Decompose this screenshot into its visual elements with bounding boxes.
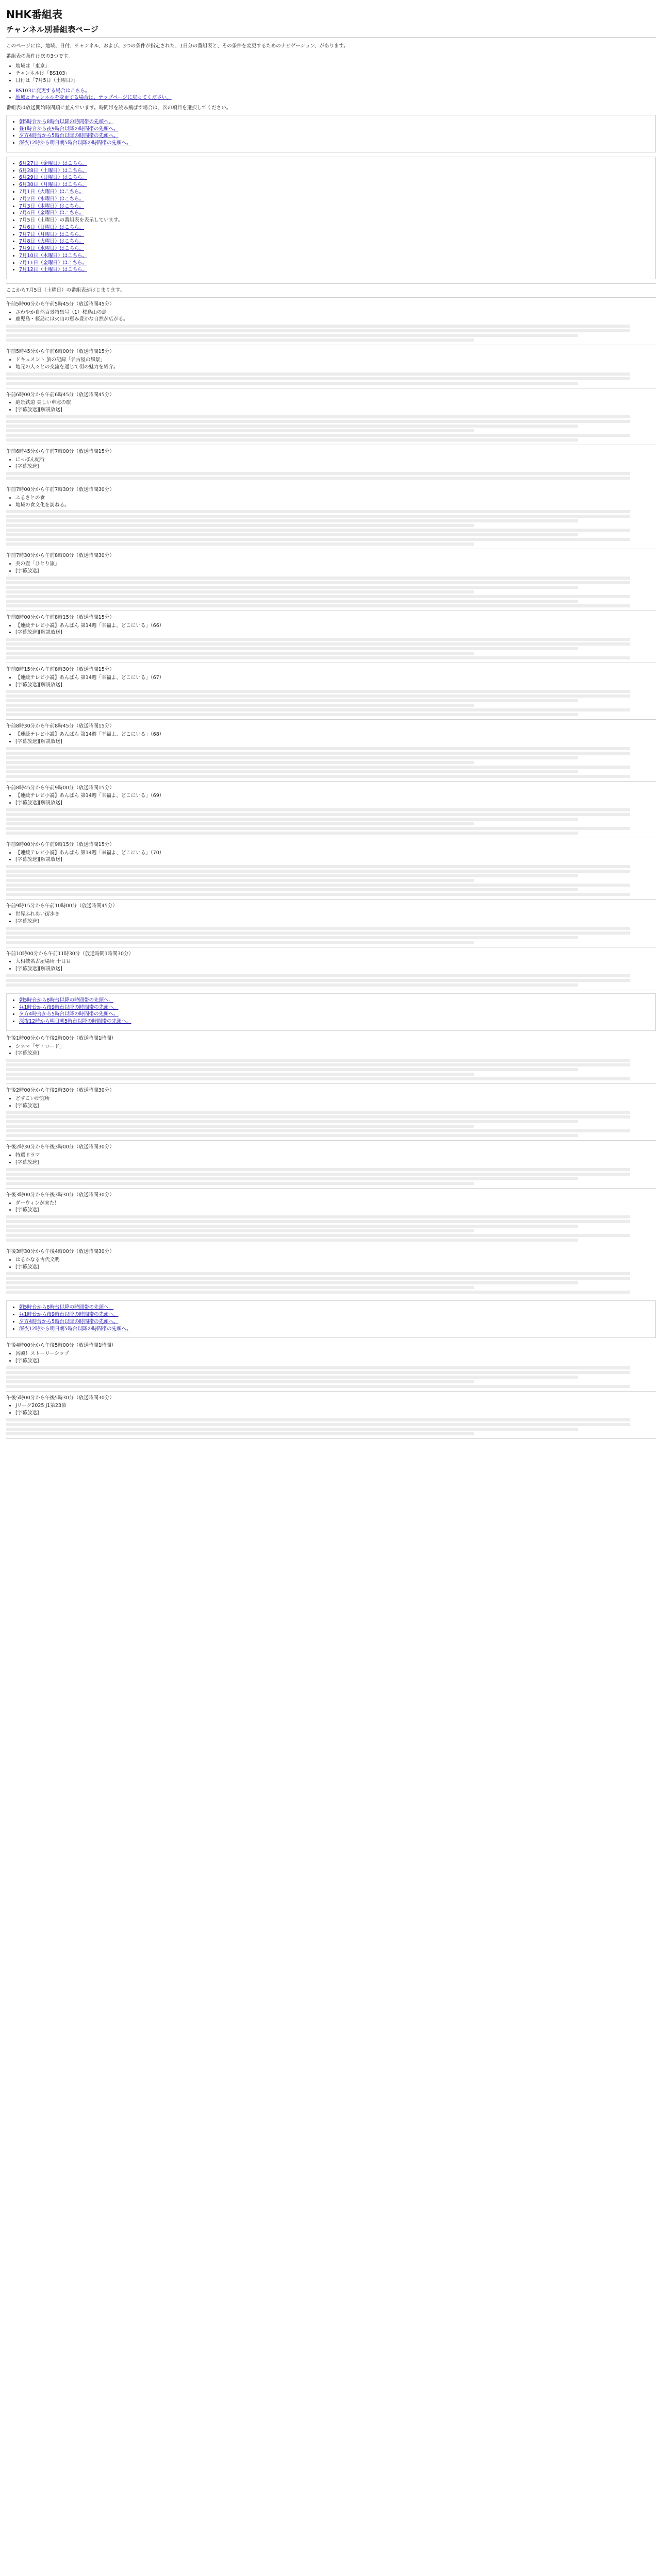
text-line xyxy=(6,761,474,764)
text-line xyxy=(6,638,630,641)
conditions-label: 番組表の条件は次の3つです。 xyxy=(6,53,73,59)
text-line xyxy=(6,647,578,650)
program-entry xyxy=(6,666,656,720)
text-line xyxy=(6,888,578,891)
text-line xyxy=(6,832,578,835)
text-line xyxy=(6,1059,630,1062)
text-line xyxy=(6,519,578,522)
date-link[interactable]: 7月9日（水曜日）はこちら。 xyxy=(19,246,85,252)
text-line xyxy=(6,1229,474,1232)
time-jump-link[interactable]: 朝5時台から8時台以降の時間帯の先頭へ。 xyxy=(19,1304,114,1311)
text-line xyxy=(6,334,578,337)
program-description: • [字幕放送] xyxy=(15,1159,656,1166)
program-list xyxy=(6,1342,656,1439)
text-line xyxy=(6,529,630,532)
current-date: 7月5日（土曜日）の番組表を表示しています。 xyxy=(19,217,123,224)
program-description: • [字幕放送] xyxy=(15,1103,656,1110)
program-time: 午後2時30分から午後3時00分（放送時間30分） xyxy=(6,1144,114,1150)
program-text-lines xyxy=(6,1168,656,1185)
text-line xyxy=(6,642,630,646)
text-line xyxy=(6,543,474,546)
program-text-lines xyxy=(6,472,656,480)
date-link[interactable]: 7月2日（水曜日）はこちら。 xyxy=(19,196,85,202)
program-text-lines xyxy=(6,927,656,944)
program-entry xyxy=(6,448,656,483)
text-line xyxy=(6,1182,474,1185)
text-line xyxy=(6,600,578,603)
text-line xyxy=(6,699,578,702)
time-jump-link[interactable]: 深夜12時から明日朝5時台以降の時間帯の先頭へ。 xyxy=(19,1326,131,1332)
program-time: 午前8時00分から午前8時15分（放送時間15分） xyxy=(6,614,114,620)
program-text-lines xyxy=(6,1111,656,1137)
date-link[interactable]: 7月4日（金曜日）はこちら。 xyxy=(19,210,85,216)
time-jump-link[interactable]: 深夜12時から明日朝5時台以降の時間帯の先頭へ。 xyxy=(19,140,131,146)
text-line xyxy=(6,766,630,769)
time-jump-link[interactable]: 夕方4時台から5時台以降の時間帯の先頭へ。 xyxy=(19,1011,119,1018)
date-link[interactable]: 7月8日（火曜日）はこちら。 xyxy=(19,239,85,245)
program-description: • [字幕放送][解説放送] xyxy=(15,856,656,863)
text-line xyxy=(6,415,630,418)
program-title: • さわやか自然百景特集号（1）桜島山の島 xyxy=(15,309,656,316)
text-line xyxy=(6,1068,578,1071)
program-details xyxy=(15,731,656,745)
text-line xyxy=(6,590,474,594)
text-line xyxy=(6,747,630,750)
text-line xyxy=(6,1129,630,1132)
program-time: 午後3時30分から午後4時00分（放送時間30分） xyxy=(6,1249,114,1255)
program-time: 午後5時00分から午後5時30分（放送時間30分） xyxy=(6,1395,114,1401)
program-details xyxy=(15,561,656,575)
text-line xyxy=(6,1111,630,1114)
text-line xyxy=(6,1215,630,1218)
program-time: 午前5時45分から午前6時00分（放送時間15分） xyxy=(6,349,114,355)
text-line xyxy=(6,1272,630,1275)
program-time: 午後4時00分から午後5時00分（放送時間1時間） xyxy=(6,1343,117,1349)
text-line xyxy=(6,1063,630,1066)
time-jump-link[interactable]: 朝5時台から8時台以降の時間帯の先頭へ。 xyxy=(19,997,114,1003)
program-description: • [字幕放送][解説放送] xyxy=(15,682,656,689)
program-title: • 特選ドラマ xyxy=(15,1152,656,1159)
text-line xyxy=(6,708,630,711)
time-jump-link[interactable]: 昼1時台から夜9時台以降の時間帯の先頭へ。 xyxy=(19,1004,119,1010)
text-line xyxy=(6,586,578,589)
text-line xyxy=(6,694,630,698)
program-description: • [字幕放送] xyxy=(15,1264,656,1271)
program-time: 午前6時45分から午前7時00分（放送時間15分） xyxy=(6,448,114,454)
text-line xyxy=(6,931,630,935)
divider xyxy=(6,1140,656,1141)
date-link[interactable]: 7月10日（木曜日）はこちら。 xyxy=(19,252,88,259)
text-line xyxy=(6,936,578,939)
text-line xyxy=(6,434,630,437)
date-link[interactable]: 7月3日（木曜日）はこちら。 xyxy=(19,203,85,209)
program-title: • ダーウィンが来た！ xyxy=(15,1200,656,1207)
program-text-lines xyxy=(6,1059,656,1080)
text-line xyxy=(6,1134,578,1137)
date-link[interactable]: 6月30日（月曜日）はこちら。 xyxy=(19,182,88,188)
program-text-lines xyxy=(6,325,656,342)
text-line xyxy=(6,325,630,328)
program-time: 午前6時00分から午前6時45分（放送時間45分） xyxy=(6,392,114,398)
text-line xyxy=(6,1173,630,1176)
program-text-lines xyxy=(6,747,656,778)
text-line xyxy=(6,770,578,773)
text-line xyxy=(6,870,630,873)
program-text-lines xyxy=(6,638,656,659)
date-link[interactable]: 7月11日（金曜日）はこちら。 xyxy=(19,260,88,266)
text-line xyxy=(6,1380,474,1383)
text-line xyxy=(6,690,630,693)
text-line xyxy=(6,1073,474,1076)
program-text-lines xyxy=(6,1215,656,1242)
intro-links xyxy=(15,88,656,102)
time-nav-box xyxy=(6,1300,656,1338)
date-link[interactable]: 6月29日（日曜日）はこちら。 xyxy=(19,175,88,181)
program-details xyxy=(15,792,656,807)
time-jump-link[interactable]: 夕方4時台から5時台以降の時間帯の先頭へ。 xyxy=(19,1318,119,1325)
text-line xyxy=(6,1077,630,1080)
program-entry xyxy=(6,348,656,388)
program-details xyxy=(15,622,656,637)
text-line xyxy=(6,1281,578,1284)
program-title: • 【連続テレビ小説】あんぱん 第14週「幸福よ、どこにいる」（67） xyxy=(15,674,656,682)
text-line xyxy=(6,510,630,513)
time-jump-link[interactable]: 昼1時台から夜9時台以降の時間帯の先頭へ。 xyxy=(19,1312,119,1318)
program-title: • 【連続テレビ小説】あんぱん 第14週「幸福よ、どこにいる」（66） xyxy=(15,622,656,630)
text-line xyxy=(6,1291,630,1294)
program-entry xyxy=(6,301,656,345)
text-line xyxy=(6,1376,578,1379)
program-text-lines xyxy=(6,415,656,442)
time-nav-box xyxy=(6,993,656,1031)
text-line xyxy=(6,382,578,385)
text-line xyxy=(6,1432,474,1435)
program-entry xyxy=(6,1144,656,1188)
text-line xyxy=(6,984,578,987)
program-description: • [字幕放送][解説放送] xyxy=(15,738,656,745)
program-text-lines xyxy=(6,1272,656,1294)
program-entry xyxy=(6,1395,656,1439)
program-title: • 【連続テレビ小説】あんぱん 第14週「幸福よ、どこにいる」（69） xyxy=(15,792,656,800)
program-title: • 【連続テレビ小説】あんぱん 第14週「幸福よ、どこにいる」（70） xyxy=(15,850,656,857)
text-line xyxy=(6,338,474,342)
program-title: • ドキュメント 旅の記録「名古屋の風景」 xyxy=(15,357,656,364)
text-line xyxy=(6,1234,630,1237)
program-entry xyxy=(6,1035,656,1084)
program-time: 午後1時00分から午後2時00分（放送時間1時間） xyxy=(6,1035,117,1041)
program-text-lines xyxy=(6,372,656,385)
program-title: • 世界ふれあい街歩き xyxy=(15,911,656,918)
program-description: • [字幕放送] xyxy=(15,1050,656,1057)
program-text-lines xyxy=(6,1418,656,1435)
text-line xyxy=(6,595,630,598)
text-line xyxy=(6,1125,474,1128)
page-subtitle: チャンネル別番組表ページ xyxy=(6,24,656,38)
text-line xyxy=(6,472,630,475)
text-line xyxy=(6,893,630,896)
program-entry xyxy=(6,903,656,947)
program-title: • はるかなる古代文明 xyxy=(15,1257,656,1264)
date-link[interactable]: 6月28日（土曜日）はこちら。 xyxy=(19,167,88,174)
program-description: • 地域の食文化を訪ねる。 xyxy=(15,502,656,509)
program-details xyxy=(15,309,656,324)
program-time: 午前8時15分から午前8時30分（放送時間15分） xyxy=(6,667,114,673)
conditions-list xyxy=(15,63,656,84)
program-title: • 美の壺「ひとり旅」 xyxy=(15,561,656,568)
text-line xyxy=(6,1423,630,1426)
program-title: • 絶景鉄道 美しい車窓の旅 xyxy=(15,399,656,406)
program-time: 午後3時00分から午後3時30分（放送時間30分） xyxy=(6,1192,114,1198)
program-entry xyxy=(6,486,656,549)
program-time: 午前9時15分から午前10時00分（放送時間45分） xyxy=(6,903,118,909)
text-line xyxy=(6,713,578,716)
text-line xyxy=(6,329,630,332)
text-line xyxy=(6,822,474,825)
program-description: • [字幕放送][解説放送] xyxy=(15,965,656,973)
text-line xyxy=(6,377,630,380)
program-details xyxy=(15,1095,656,1110)
text-line xyxy=(6,1168,630,1171)
program-title: • 宮殿！ストーリーシップ xyxy=(15,1350,656,1358)
program-title: • どすこい研究所 xyxy=(15,1095,656,1103)
date-link[interactable]: 7月12日（土曜日）はこちら。 xyxy=(19,267,88,273)
text-line xyxy=(6,874,578,877)
program-details xyxy=(15,1200,656,1214)
text-line xyxy=(6,372,630,376)
program-description: • 地元の人々との交流を通じて街の魅力を紹介。 xyxy=(15,364,656,371)
program-entry xyxy=(6,1192,656,1245)
program-entry xyxy=(6,552,656,611)
text-line xyxy=(6,538,630,541)
program-entry xyxy=(6,392,656,445)
program-description: • [字幕放送][解説放送] xyxy=(15,629,656,636)
text-line xyxy=(6,879,474,882)
program-entry xyxy=(6,841,656,900)
program-description: • [字幕放送] xyxy=(15,918,656,925)
program-details xyxy=(15,1257,656,1271)
program-description: • [字幕放送][解説放送] xyxy=(15,406,656,414)
program-description: • [字幕放送] xyxy=(15,1358,656,1365)
program-text-lines xyxy=(6,577,656,607)
text-line xyxy=(6,1225,578,1228)
program-description: • [字幕放送][解説放送] xyxy=(15,800,656,807)
program-details xyxy=(15,399,656,414)
program-title: • にっぽん紀行 xyxy=(15,456,656,464)
program-entry xyxy=(6,1248,656,1297)
divider xyxy=(6,283,656,284)
change-channel-link[interactable]: BS103に変更する場合はこちら。 xyxy=(15,88,90,94)
time-nav-list xyxy=(19,1304,652,1332)
text-line xyxy=(6,865,630,868)
divider xyxy=(6,1438,656,1439)
text-line xyxy=(6,524,474,527)
program-time: 午前8時45分から午前9時00分（放送時間15分） xyxy=(6,785,114,791)
program-time: 午前8時30分から午前8時45分（放送時間15分） xyxy=(6,723,114,730)
program-details xyxy=(15,456,656,471)
text-line xyxy=(6,425,578,428)
condition-item: • チャンネルは「BS103」 xyxy=(15,70,656,77)
time-nav-list xyxy=(19,997,652,1025)
time-jump-link[interactable]: 昼1時台から夜9時台以降の時間帯の先頭へ。 xyxy=(19,126,119,132)
text-line xyxy=(6,756,578,759)
text-line xyxy=(6,533,578,536)
time-jump-link[interactable]: 夕方4時台から5時台以降の時間帯の先頭へ。 xyxy=(19,133,119,139)
divider xyxy=(6,719,656,720)
program-text-lines xyxy=(6,690,656,716)
program-description: • [字幕放送] xyxy=(15,1410,656,1417)
text-line xyxy=(6,515,630,518)
program-details xyxy=(15,911,656,925)
program-title: • 【連続テレビ小説】あんぱん 第14週「幸福よ、どこにいる」（68） xyxy=(15,731,656,738)
text-line xyxy=(6,927,630,930)
program-text-lines xyxy=(6,865,656,896)
text-line xyxy=(6,818,578,821)
date-link[interactable]: 7月7日（月曜日）はこちら。 xyxy=(19,231,85,238)
program-time: 午前5時00分から午前5時45分（放送時間45分） xyxy=(6,301,114,307)
text-line xyxy=(6,1418,630,1421)
text-line xyxy=(6,1385,630,1388)
text-line xyxy=(6,1220,630,1223)
text-line xyxy=(6,752,630,755)
program-details xyxy=(15,674,656,689)
program-entry xyxy=(6,951,656,990)
program-time: 午前7時00分から午前7時30分（放送時間30分） xyxy=(6,487,114,493)
text-line xyxy=(6,813,630,816)
program-time: 午前9時00分から午前9時15分（放送時間15分） xyxy=(6,841,114,848)
text-line xyxy=(6,652,474,655)
program-details xyxy=(15,495,656,509)
program-text-lines xyxy=(6,808,656,835)
divider xyxy=(6,1188,656,1189)
page-title: NHK番組表 xyxy=(6,8,62,21)
program-details xyxy=(15,1402,656,1417)
divider xyxy=(6,297,656,298)
text-line xyxy=(6,941,474,944)
text-line xyxy=(6,775,630,778)
program-description: • [字幕放送] xyxy=(15,568,656,575)
text-line xyxy=(6,884,630,887)
time-jump-link[interactable]: 朝5時台から8時台以降の時間帯の先頭へ。 xyxy=(19,118,114,125)
condition-item: • 日付は「7月5日（土曜日）」 xyxy=(15,77,656,84)
text-line xyxy=(6,979,630,982)
program-title: • シネマ「ザ・ロード」 xyxy=(15,1043,656,1050)
text-line xyxy=(6,1115,630,1118)
text-line xyxy=(6,827,630,830)
time-nav-box xyxy=(6,115,656,152)
program-details xyxy=(15,1152,656,1166)
program-title: • Jリーグ2025 J1第23節 xyxy=(15,1402,656,1410)
text-line xyxy=(6,420,630,423)
program-entry xyxy=(6,1342,656,1391)
program-details xyxy=(15,1350,656,1365)
program-list xyxy=(6,301,656,990)
text-line xyxy=(6,429,474,432)
text-line xyxy=(6,1428,578,1431)
program-time: 午前10時00分から午前11時30分（放送時間1時間30分） xyxy=(6,951,134,957)
program-text-lines xyxy=(6,974,656,987)
date-nav-list xyxy=(19,160,652,274)
text-line xyxy=(6,577,630,580)
date-link[interactable]: 7月6日（日曜日）はこちら。 xyxy=(19,224,85,230)
program-list xyxy=(6,1035,656,1297)
program-entry xyxy=(6,1087,656,1141)
program-details xyxy=(15,1043,656,1058)
divider xyxy=(6,899,656,900)
schedule-intro: ここから7月5日（土曜日）の番組表がはじまります。 xyxy=(6,287,125,294)
text-line xyxy=(6,704,474,707)
text-line xyxy=(6,477,630,480)
divider xyxy=(6,781,656,782)
text-line xyxy=(6,974,630,977)
text-line xyxy=(6,1286,474,1289)
back-to-top-link[interactable]: 地域とチャンネルを変更する場合は、ナップページに戻ってください。 xyxy=(15,95,172,101)
text-line xyxy=(6,656,630,659)
text-line xyxy=(6,1239,578,1242)
date-link[interactable]: 6月27日（金曜日）はこちら。 xyxy=(19,160,88,166)
text-line xyxy=(6,581,630,584)
program-time: 午前7時30分から午前8時00分（放送時間30分） xyxy=(6,553,114,559)
text-line xyxy=(6,808,630,811)
program-description: • [字幕放送] xyxy=(15,1207,656,1214)
condition-item: • 地域は「東京」 xyxy=(15,63,656,70)
program-entry xyxy=(6,723,656,781)
program-entry xyxy=(6,785,656,838)
program-details xyxy=(15,850,656,864)
program-details xyxy=(15,958,656,973)
text-line xyxy=(6,604,630,607)
program-time: 午後2時00分から午後2時30分（放送時間30分） xyxy=(6,1088,114,1094)
date-link[interactable]: 7月1日（火曜日）はこちら。 xyxy=(19,189,85,195)
program-text-lines xyxy=(6,510,656,546)
intro-text: このページには、地域、日付、チャンネル、および、3つの条件が指定された、1日分の番組表と、その条件を変更するためのナビゲーション、があります。 xyxy=(6,43,349,49)
time-jump-link[interactable]: 深夜12時から明日朝5時台以降の時間帯の先頭へ。 xyxy=(19,1019,131,1025)
program-details xyxy=(15,357,656,371)
text-line xyxy=(6,1120,578,1123)
divider xyxy=(6,1391,656,1392)
program-title: • ふるさとの食 xyxy=(15,495,656,502)
program-text-lines xyxy=(6,1366,656,1388)
program-description: • [字幕放送] xyxy=(15,463,656,470)
program-description: • 鹿児島・桜島には火山の恵み豊かな自然が広がる。 xyxy=(15,316,656,323)
text-line xyxy=(6,1371,630,1374)
text-line xyxy=(6,1366,630,1369)
date-nav-box xyxy=(6,157,656,279)
time-nav-label: 番組表は放送開始時間順に並んでいます。時間帯を読み飛ばす場合は、次の項目を選択してください。 xyxy=(6,105,231,111)
program-title: • 大相撲名古屋場所 十日目 xyxy=(15,958,656,965)
text-line xyxy=(6,1277,630,1280)
time-nav-list xyxy=(19,118,652,147)
divider xyxy=(6,1083,656,1084)
text-line xyxy=(6,1177,578,1180)
text-line xyxy=(6,438,578,442)
program-entry xyxy=(6,614,656,663)
